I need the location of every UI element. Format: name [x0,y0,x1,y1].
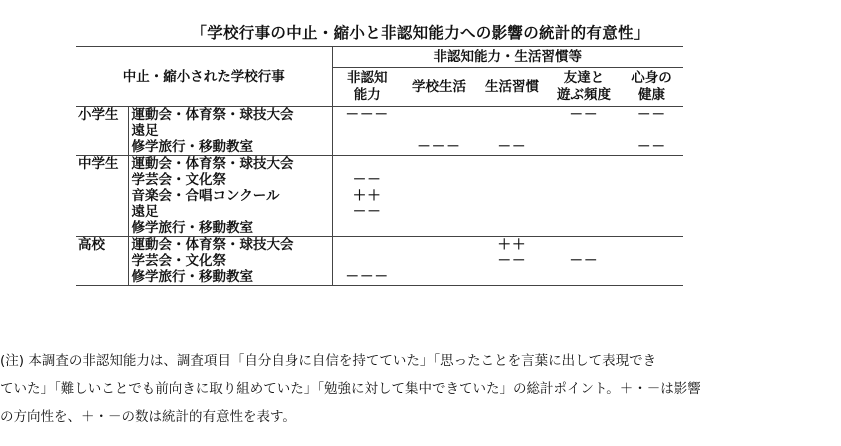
mark-cell [402,188,476,204]
event-label: 音楽会・合唱コンクール [128,188,332,204]
events-column-header: 中止・縮小された学校行事 [76,47,332,107]
mark-cell [620,220,683,237]
mark-cell [402,253,476,269]
mark-cell [402,172,476,188]
mark-cell [402,123,476,139]
table-row [76,188,683,204]
mark-cell: －－－ [417,139,461,155]
table-row [76,139,683,156]
mark-cell [476,123,548,139]
event-label: 遠足 [128,123,332,139]
mark-cell [476,172,548,188]
table-bottom-rule [76,286,683,287]
mark-cell [548,188,620,204]
table-title: 「学校行事の中止・縮小と非認知能力への影響の統計的有意性」 [191,24,650,42]
table-row [76,204,683,220]
mark-cell [332,156,402,173]
mark-cell [476,156,548,173]
mark-cell: －－ [569,253,599,269]
mark-cell [620,172,683,188]
table-row [76,107,683,124]
mark-cell [620,253,683,269]
mark-cell [548,123,620,139]
mark-cell [620,204,683,220]
mark-cell [548,172,620,188]
subheader-play-with-friends: 友達と 遊ぶ頻度 [557,70,611,103]
table-row [76,269,683,286]
mark-cell [548,220,620,237]
mark-cell: －－－ [332,107,402,124]
mark-cell [548,204,620,220]
mark-cell [402,237,476,254]
mark-cell [476,107,548,124]
table-row [76,172,683,188]
mark-cell: －－ [497,253,527,269]
event-label: 修学旅行・移動教室 [128,269,332,286]
mark-cell [402,220,476,237]
footnote-line: の方向性を、＋・－の数は統計的有意性を表す。 [0,409,296,425]
mark-cell [620,188,683,204]
subheader-health: 心身の 健康 [631,70,672,103]
mark-cell [402,269,476,286]
mark-cell: ＋＋ [332,188,402,204]
school-level-label: 高校 [76,237,128,286]
mark-cell [476,204,548,220]
mark-cell [332,139,402,156]
table-row [76,156,683,173]
mark-cell: －－ [637,139,666,155]
subheader-lifestyle: 生活習慣 [485,78,539,95]
mark-cell [402,107,476,124]
mark-cell [620,156,683,173]
mark-cell: －－ [548,107,620,124]
mark-cell [620,237,683,254]
table-row [76,253,683,269]
mark-cell [476,220,548,237]
event-label: 運動会・体育祭・球技大会 [128,107,332,124]
event-label: 学芸会・文化祭 [128,253,332,269]
mark-cell: －－ [497,139,527,155]
mark-cell [332,123,402,139]
mark-cell: －－ [332,204,402,220]
footnote [0,347,836,431]
event-label: 運動会・体育祭・球技大会 [128,156,332,173]
mark-cell [332,253,402,269]
table-row [76,123,683,139]
table-row [76,237,683,254]
footnote-line: ていた」「難しいことでも前向きに取り組めていた」「勉強に対して集中できていた」の総計ポイント。＋・－は影響 [0,381,701,397]
mark-cell [548,269,620,286]
mark-cell [402,204,476,220]
noncognitive-group-header: 非認知能力・生活習慣等 [332,47,683,68]
event-label: 修学旅行・移動教室 [128,139,332,156]
mark-cell [548,237,620,254]
mark-cell [402,156,476,173]
mark-cell [476,188,548,204]
event-label: 遠足 [128,204,332,220]
mark-cell [476,269,548,286]
header-row-1 [76,47,683,68]
mark-cell [620,269,683,286]
table-row [76,220,683,237]
mark-cell [548,156,620,173]
mark-cell [548,139,620,156]
mark-cell [332,220,402,237]
mark-cell [620,123,683,139]
significance-table [76,46,683,286]
event-label: 学芸会・文化祭 [128,172,332,188]
footnote-line: (注) 本調査の非認知能力は、調査項目「自分自身に自信を持てていた」「思ったことを言葉に出して表現でき [0,353,657,369]
event-label: 修学旅行・移動教室 [128,220,332,237]
mark-cell: ＋＋ [476,237,548,254]
mark-cell: －－ [332,172,402,188]
mark-cell: －－ [620,107,683,124]
mark-cell [332,237,402,254]
school-level-label: 小学生 [76,107,128,156]
event-label: 運動会・体育祭・球技大会 [128,237,332,254]
school-level-label: 中学生 [76,156,128,237]
mark-cell: －－－ [332,269,402,286]
subheader-noncognitive: 非認知 能力 [332,68,402,107]
subheader-school-life: 学校生活 [412,78,466,95]
